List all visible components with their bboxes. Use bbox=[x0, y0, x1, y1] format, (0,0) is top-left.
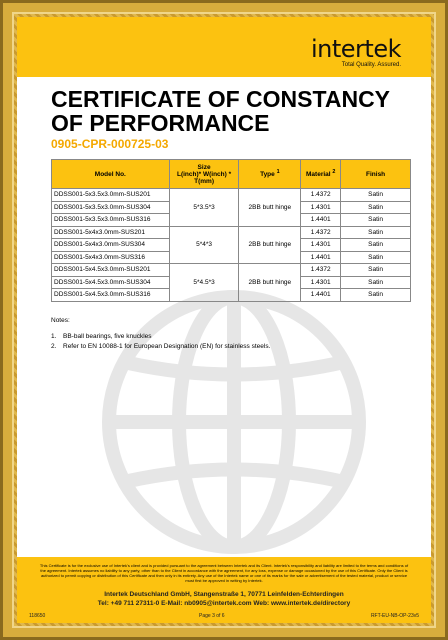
footer-left-code: 118650 bbox=[29, 613, 46, 619]
material-cell: 1.4301 bbox=[301, 276, 341, 289]
header-material-sup: 2 bbox=[332, 169, 336, 176]
certificate-page bbox=[17, 17, 431, 623]
product-table bbox=[51, 159, 411, 302]
size-cell: 5*4.5*3 bbox=[169, 264, 239, 302]
model-cell: DDSS001-5x4.5x3.0mm-SUS201 bbox=[52, 264, 170, 277]
finish-cell: Satin bbox=[341, 251, 411, 264]
material-cell: 1.4401 bbox=[301, 289, 341, 302]
model-cell: DDSS001-5x4.5x3.0mm-SUS304 bbox=[52, 276, 170, 289]
certificate-number: 0905-CPR-000725-03 bbox=[51, 137, 169, 151]
header-material bbox=[301, 160, 341, 189]
model-cell: DDSS001-5x3.5x3.0mm-SUS304 bbox=[52, 201, 170, 214]
model-cell: DDSS001-5x4x3.0mm-SUS316 bbox=[52, 251, 170, 264]
certificate-title bbox=[51, 87, 411, 135]
table-row bbox=[52, 226, 411, 239]
finish-cell: Satin bbox=[341, 264, 411, 277]
size-cell: 5*3.5*3 bbox=[169, 189, 239, 227]
material-cell: 1.4301 bbox=[301, 239, 341, 252]
note-text: Refer to EN 10088-1 for European Designation (EN) for stainless steels. bbox=[63, 343, 271, 350]
size-cell: 5*4*3 bbox=[169, 226, 239, 264]
footer-address: Intertek Deutschland GmbH, Stangenstraße 1, 70771 Leinfelden-Echterdingen bbox=[104, 591, 344, 598]
model-cell: DDSS001-5x4x3.0mm-SUS201 bbox=[52, 226, 170, 239]
material-cell: 1.4401 bbox=[301, 251, 341, 264]
note-number: 2. bbox=[51, 343, 57, 350]
header-model: Model No. bbox=[52, 160, 170, 189]
note-item bbox=[51, 332, 270, 342]
logo-tagline: Total Quality. Assured. bbox=[341, 62, 401, 68]
header-size-bottom: L(inch)* W(inch) * T(mm) bbox=[176, 170, 232, 185]
footer-right-code: RFT-EU-NB-OP-23v5 bbox=[370, 613, 419, 619]
model-cell: DDSS001-5x3.5x3.0mm-SUS201 bbox=[52, 189, 170, 202]
type-cell: 2BB butt hinge bbox=[239, 189, 301, 227]
type-cell: 2BB butt hinge bbox=[239, 264, 301, 302]
footer-disclaimer: This Certificate is for the exclusive use of Intertek's client and is provided pursuant to the agreement between Intertek and its Client. Intertek's responsibility and liability are limited to the terms and conditions of the agreement. Intertek assumes no liability to any party, other than to the Client in accordance with the agreement, for any loss, expense or damage occasioned by the use of this Certificate. Only the Client is authorized to permit copying or distribution of this Certificate and then only in its entirety. Any use of the Intertek name or one of its marks for the sale or advertisement of the tested material, product or service must first be approved in writing by Intertek. bbox=[39, 563, 409, 583]
header-type bbox=[239, 160, 301, 189]
type-cell: 2BB butt hinge bbox=[239, 226, 301, 264]
model-cell: DDSS001-5x4x3.0mm-SUS304 bbox=[52, 239, 170, 252]
header-material-label: Material bbox=[306, 171, 331, 179]
note-text: BB-ball bearings, five knuckles bbox=[63, 333, 152, 340]
title-line-1: CERTIFICATE OF CONSTANCY bbox=[51, 86, 391, 112]
material-cell: 1.4301 bbox=[301, 201, 341, 214]
material-cell: 1.4401 bbox=[301, 214, 341, 227]
note-number: 1. bbox=[51, 333, 57, 340]
finish-cell: Satin bbox=[341, 226, 411, 239]
footer-contact: Tel: +49 711 27311-0 E-Mail: nb0905@intertek.com Web: www.intertek.de/directory bbox=[97, 600, 351, 607]
finish-cell: Satin bbox=[341, 214, 411, 227]
header-bar bbox=[17, 17, 431, 77]
header-type-sup: 1 bbox=[276, 169, 280, 176]
material-cell: 1.4372 bbox=[301, 264, 341, 277]
title-line-2: OF PERFORMANCE bbox=[51, 110, 270, 136]
footer-page-number: Page 3 of 6 bbox=[199, 613, 225, 619]
header-type-label: Type bbox=[260, 171, 275, 179]
finish-cell: Satin bbox=[341, 201, 411, 214]
logo-wordmark: intertek bbox=[311, 35, 401, 63]
header-size-top: Size bbox=[197, 163, 211, 171]
notes-section bbox=[51, 317, 270, 352]
table-header-row bbox=[52, 160, 411, 189]
table-row bbox=[52, 264, 411, 277]
finish-cell: Satin bbox=[341, 189, 411, 202]
header-finish: Finish bbox=[341, 160, 411, 189]
finish-cell: Satin bbox=[341, 289, 411, 302]
table-row bbox=[52, 189, 411, 202]
model-cell: DDSS001-5x3.5x3.0mm-SUS316 bbox=[52, 214, 170, 227]
finish-cell: Satin bbox=[341, 239, 411, 252]
note-item bbox=[51, 342, 270, 352]
model-cell: DDSS001-5x4.5x3.0mm-SUS316 bbox=[52, 289, 170, 302]
material-cell: 1.4372 bbox=[301, 189, 341, 202]
header-size bbox=[169, 160, 239, 189]
intertek-logo bbox=[311, 35, 401, 68]
material-cell: 1.4372 bbox=[301, 226, 341, 239]
notes-label: Notes: bbox=[51, 317, 70, 324]
finish-cell: Satin bbox=[341, 276, 411, 289]
